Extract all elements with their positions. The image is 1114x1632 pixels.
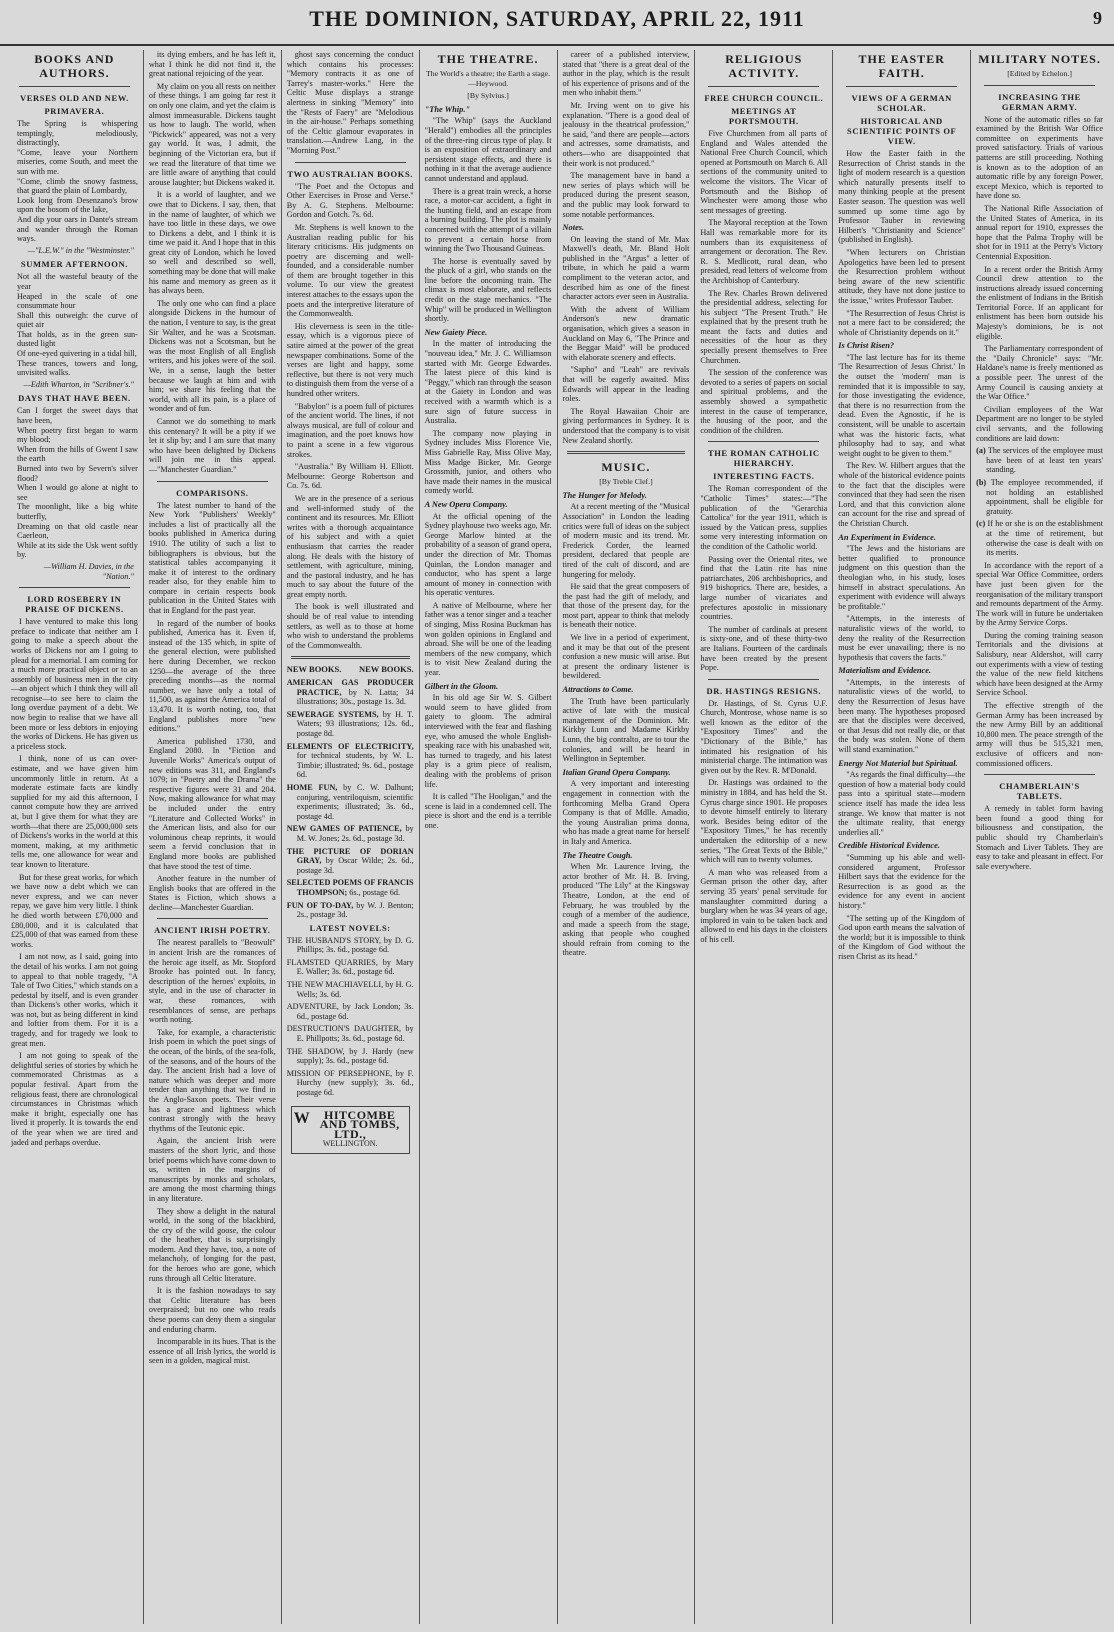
divider — [19, 86, 130, 87]
advertiser-name: HITCOMBE AND TOMBS, LTD., — [319, 1107, 400, 1141]
list-item — [976, 478, 1103, 516]
list-key: (b) — [976, 477, 987, 487]
paragraph: A man who was released from a German prison the other day, after serving 35 years' penal servitude for manslaughter committed during a burglary when he was 34 years of age, implored in vain to be taken back and allowed to end his days in the cloisters of his cell. — [700, 867, 828, 944]
paragraph: The Parliamentary correspondent of the "Daily Chronicle" says: "Mr. Haldane's name is freely mentioned as a possible peer. The unrest of the Army Council is causing anxiety at the War Office." — [976, 344, 1103, 402]
novel-listing: MISSION OF PERSEPHONE, by F. Hurchy (new supply); 3s. 6d., postage 6d. — [286, 1068, 414, 1097]
paragraph: Mr. Stephens is well known to the Australian reading public for his literary criticisms. His judgments on poetry are discerning and well-founded, and a considerable number of them are brought together in this volume. To our view the greatest interest attaches to the essays upon the poets and the interpretive literature of the Commonwealth. — [286, 222, 414, 319]
paragraph: The National Rifle Association of the United States of America, in its annual report for 1910, expresses the hope that the Palma Trophy will be shot for in 1911 at the Perry's Victory Centennial Exposition. — [976, 203, 1103, 261]
paragraph: My claim on you all rests on neither of these things. I am going far rest it on only one claim, and yet the claim is almost immeasurable. Dickens taught us how to laugh. The world, when "Pickwick" appeared, was not a very gay world. It was, I admit, the beginning of the Victorian era, but if we read the literature of that time we are little aware of anything that could arouse laughter; but Dickens waked it. — [148, 81, 276, 187]
column-religious-activity — [695, 50, 833, 1624]
book-title: AMERICAN GAS PRODUCER PRACTICE, — [286, 678, 414, 697]
poem-line: Shall this outweigh: the curve of quiet air — [17, 310, 138, 330]
book-title: THE PICTURE OF DORIAN GRAY, — [286, 846, 414, 866]
book-title: NEW GAMES OF PATIENCE, — [286, 824, 402, 834]
list-item — [976, 519, 1103, 557]
divider — [708, 441, 819, 442]
list-key: (a) — [976, 446, 986, 456]
section-title: RELIGIOUS ACTIVITY. — [725, 52, 803, 80]
paragraph: The only one who can find a place alongside Dickens in the humour of the nation, I venture to say, is the great Sir Walter, and he was a Scotsman. Dickens was not a Scotsman, but he was the most English of all English writers, and his jokes were of the soil. We, in a sense, laugh the better because we laugh at him and with him; we share his feeling that the world, with all its pain, is a place of wonder and of fun. — [148, 298, 276, 414]
poem-line: Heaped in the scale of one consummate hour — [17, 291, 138, 311]
divider — [295, 162, 406, 163]
book-listing — [287, 901, 414, 920]
subheading: Credible Historical Evidence. — [838, 841, 940, 851]
list-item — [976, 446, 1103, 475]
masthead — [0, 0, 1114, 46]
book-title: ELEMENTS OF ELECTRICITY, — [286, 741, 414, 751]
book-details: by Oscar Wilde; 2s. 6d., postage 3d. — [296, 856, 414, 875]
paragraph: They show a delight in the natural world, in the song of the blackbird, the cry of the wild goose, the colour of the heather, that is surprisingly modern. And they have, too, a note of melancholy, of longing for the past, for the heroes who are gone, which runs through all Celtic literature. — [148, 1206, 276, 1283]
paragraph: Passing over the Oriental rites, we find that the Latin rite has nine patriarchates, 206 archbishoprics, and 919 bishoprics. There are, besides, a large number of vicariates and prefectures apostolic in missionary countries. — [700, 554, 828, 622]
subsection-title: DR. HASTINGS RESIGNS. — [706, 685, 822, 696]
paragraph: It is the fashion nowadays to say that Celtic literature has been overpraised; but no one who reads these poems can deny them a singular and enduring charm. — [148, 1286, 276, 1334]
divider — [19, 587, 130, 588]
novel-listing: THE HUSBAND'S STORY, by D. G. Phillips; 3s. 6d., postage 6d. — [286, 935, 414, 955]
paragraph: career of a published interview, stated that "there is a great deal of the author in the play, which is the result of his experience of prisons and of the men who inhabit them." — [562, 50, 690, 98]
paragraph: It is a world of laughter, and we owe that to Dickens. I say, then, that in the name of laughter, of which we have too little in these days, we owe to Dickens a debt, and I think it is time we paid it. And I hope that in this great city of London, which he loved so well and described so well, something may be done that will make his name and memory as green as it has always been. — [148, 190, 276, 296]
poem-line: Burned into two by Severn's silver flood? — [17, 464, 138, 483]
book-details: by W. J. Benton; 2s., postage 3d. — [296, 900, 414, 920]
divider — [984, 85, 1095, 86]
divider — [157, 481, 268, 482]
subheading: "The Whip." — [424, 104, 471, 114]
subheading: New Gaiety Piece. — [424, 327, 488, 337]
subsection-subtitle: HISTORICAL AND SCIENTIFIC POINTS OF VIEW. — [847, 116, 957, 146]
subsection-title: THE ROMAN CATHOLIC HIERARCHY. — [707, 448, 820, 469]
paragraph: How the Easter faith in the Resurrection of Christ stands in the light of modern research is a question which naturally presents itself to many thinking people at the present Easter season. The question was well summed up some time ago by Professor Tauber in reviewing Hilbert's "Christianity and Science" (published in English). — [838, 149, 966, 245]
subsection-title: FREE CHURCH COUNCIL. — [704, 93, 824, 103]
divider — [846, 86, 957, 87]
poem-line: The Spring is whispering temptingly, melodiously, distractingly, — [17, 119, 138, 148]
paragraph: There is a great train wreck, a horse race, a motor-car accident, a fight in the hunting field, and an escape from a burning building. The plot is mainly concerned with the attempt of a villain to prevent a certain horse from winning the Two Thousand Guineas. — [424, 186, 552, 254]
new-books-label: NEW BOOKS. — [358, 664, 414, 675]
subheading: Attractions to Come. — [562, 685, 634, 695]
poem-line: And dip your oars in Dante's stream and wander through the Roman ways. — [17, 214, 138, 244]
poem — [11, 272, 138, 378]
paragraph: "Australia." By William H. Elliott. Melbourne: George Robertson and Co. 7s. 6d. — [286, 462, 414, 491]
paragraph: In his old age Sir W. S. Gilbert would seem to have glided from gaiety to gloom. The admiral interviewed with the fear and flashing eye, who amused the whole English-speaking race with his unabashed wit, has turned to tragedy, and his latest play is a grim piece of realism, dealing with the problems of prison life. — [424, 693, 552, 789]
book-details: by M. W. Jones; 2s. 6d., postage 3d. — [296, 824, 414, 843]
paragraph: its dying embers, and he has left it, what I think he did not find it, the great national rejoicing of the year. — [148, 50, 276, 79]
book-title: HOME FUN, — [286, 782, 338, 792]
paragraph: The Rev. Charles Brown delivered the presidential address, selecting for his subject "The Present Truth." He explained that by the present truth he meant the facts and duties and necessities of the hour as they specially present themselves to Free Churchmen. — [700, 288, 828, 365]
poem-line: "Come, climb the snowy fastness, that guard the plain of Lombardy, — [17, 176, 138, 196]
byline: [Edited by Echelon.] — [1007, 69, 1072, 78]
paragraph: The latest number to hand of the New York "Publishers' Weekly" includes a list of practically all the books published in America during 1910. The utility of such a list to bibliographers is obvious, but the statistical tables accompanying it make it of interest to the ordinary reader also, for they enable him to compare in certain respects book publication in the United States with that in England for the past year. — [148, 500, 276, 616]
poem-line: Not all the wasteful beauty of the year — [17, 272, 138, 291]
paragraph: A native of Melbourne, where her father was a tenor singer and a teacher of singing, Miss Rosina Buckman has won golden opinions in England and abroad. She will be one of the leading members of the new company, which is to visit New Zealand during the year. — [424, 600, 552, 678]
paragraph: Five Churchmen from all parts of England and Wales attended the National Free Church Council, which opened at Portsmouth on March 6. All sections of the community united to welcome the visitors. The Vicar of Portsmouth and the Bishop of Winchester were among those who sent messages of greeting. — [700, 129, 828, 215]
poem-line: When from the hills of Gwent I saw the earth — [17, 444, 138, 464]
newspaper-title: THE DOMINION, SATURDAY, APRIL 22, 1911 — [309, 6, 805, 31]
page-number: 9 — [1093, 8, 1102, 28]
book-details: 6s., postage 6d. — [347, 887, 401, 897]
paragraph: It is called "The Hooligan," and the scene is laid in a condemned cell. The piece is short and the end is a terrible one. — [424, 792, 552, 830]
paragraph: The effective strength of the German Army has been increased by the new Army Bill by an additional 10,800 men. The peace strength of the army will thus be 515,321 men, exclusive of officers and non-commissioned officers. — [976, 701, 1103, 768]
book-details: by C. W. Dalhunt; conjuring, ventriloquism, scientific experiments; illustrated; 3s. 6d., postage 4d. — [296, 782, 414, 821]
paragraph: Mr. Irving went on to give his explanation. "There is a good deal of jealousy in the theatrical profession," he said, "and there are people—actors and actresses, some dramatists, and others—who are disappointed that their work is not produced." — [562, 100, 690, 168]
byline: [By Sylvius.] — [467, 91, 509, 101]
paragraph: Incomparable in its hues. That is the essence of all Irish lyrics, the world is seen in a golden, magical mist. — [148, 1337, 276, 1366]
paragraph: "Summing up his able and well-considered argument, Professor Hilbert says that the evidence for the Resurrection is as good as the evidence for any event in ancient history." — [838, 852, 966, 910]
paragraph: Dr. Hastings was ordained to the ministry in 1884, and has held the St. Cyrus charge since 1901. He proposes to devote himself entirely to literary work. Besides being editor of the "Expository Times," he has recently undertaken the editorship of a new series, "The Great Texts of the Bible," which will run to twenty volumes. — [700, 778, 828, 865]
subheading: Is Christ Risen? — [838, 341, 895, 351]
subheading: An Experiment in Evidence. — [838, 532, 936, 542]
paragraph: ghost says concerning the conduct which contains his processes: "Memory contracts it as one of Tarrey's master-works." Here the Celtic Muse displays a strange alertness in sinking "Memory" into the "Rests of Faery" are "Melodious in the air-house." Perhaps something of the Celtic glamour evaporates in translation.—Andrew Lang, in the "Morning Post." — [286, 50, 414, 155]
paragraph: In accordance with the report of a special War Office Committee, orders have just been given for the reorganisation of the military transport and remounts department of the Army. The work will in future be undertaken by the Army Service Corps. — [976, 560, 1103, 628]
book-title: FUN OF TO-DAY, — [286, 900, 354, 910]
paragraph: I am not now, as I said, going into the detail of his works. I am not going to appeal to that noble tragedy, "A Tale of Two Cities," which stands on a pedestal by itself, and is even grander than Dickens's other works, which it was not, but as being different in kind and loftier from them. For it is a tragedy, and for tragedy we look to great men. — [11, 952, 138, 1048]
divider — [984, 774, 1095, 775]
subsection-title: TWO AUSTRALIAN BOOKS. — [287, 168, 414, 179]
poem-line: While at its side the Usk went softly by. — [17, 540, 138, 560]
advertisement-initial: W — [293, 1109, 310, 1127]
book-listing — [287, 847, 414, 876]
paragraph: "The last lecture has for its theme 'The Resurrection of Jesus Christ.' In the outset the 'modern' man is reminded that it is impossible to say, for those investigating the evidence, that there is no resurrection from the dead. Even the Agnostic, if he is consistent, will be unable to ascertain what was the historic facts, what philosophy had to say, and what weight ought to be given to them." — [838, 352, 966, 458]
paragraph: "The Whip" (says the Auckland "Herald") embodies all the principles of the three-ring circus type of play. It is an exposition of extraordinary and persistent stage effects, and there is nothing in it that the average audience cannot understand and applaud. — [424, 116, 552, 183]
book-listing — [287, 678, 414, 707]
paragraph: In the matter of introducing the "nouveau idea," Mr. J. C. Williamson started with Mr. George Edwardes. The latest piece of this kind is "Peggy," which ran through the season at the Gaiety in London and was received with a warmth which is a sure sign of future success in Australia. — [424, 339, 552, 426]
divider — [567, 451, 686, 454]
section-title: THE EASTER FAITH. — [858, 52, 945, 80]
poem — [11, 119, 138, 244]
list-key: (c) — [976, 519, 986, 529]
book-details: for technical students, by W. L. Timbie; illustrated; 9s. 6d., postage 6d. — [296, 751, 414, 780]
poem — [11, 406, 138, 560]
poem-title: PRIMAVERA. — [44, 106, 105, 116]
paragraph: The number of cardinals at present is sixty-one, and of these thirty-two are Italians. Fourteen of the cardinals have been created by the present Pope. — [700, 624, 828, 673]
book-listing — [287, 783, 414, 821]
poem-line: Look long from Desenzano's brow upon the bosom of the lake, — [17, 195, 138, 215]
list-text: The employee recommended, if not holding an established appointment, shall be eligible for gratuity. — [986, 477, 1103, 516]
poem-line: When poetry first began to warm my blood; — [17, 425, 138, 445]
paragraph: The horse is eventually saved by the pluck of a girl, who stands on the line before the oncoming train. The climax is most elaborate, and reflects credit on the stage mechanics. "The Whip" will be produced in Wellington shortly. — [424, 256, 552, 324]
book-details: by H. T. Waters; 93 illustrations; 12s. 6d., postage 8d. — [296, 709, 414, 738]
divider — [291, 656, 410, 659]
poem-title: DAYS THAT HAVE BEEN. — [18, 393, 131, 404]
paragraph: America published 1730, and England 2080. In "Fiction and Juvenile Works" America's output of new editions was 311, and England's 1079; in "Poetry and the Drama" the respective figures were 31 and 204. Now, making allowance for what may be included under the entry "Literature and Collected Works" in the American lists, and also for our voluminous cheap reprints, it would seem a fervid conclusion that in England more books are published that have stood the test of time. — [148, 736, 276, 871]
paragraph: None of the automatic rifles so far examined by the British War Office committee on experiments have proved satisfactory. Trials of various patterns are still proceeding. Nothing is known as to the adoption of an automatic rifle by any foreign Power, except Mexico, which is reported to have done so. — [976, 114, 1103, 201]
subsection-subtitle: INTERESTING FACTS. — [713, 471, 815, 482]
subsection-title: INCREASING THE GERMAN ARMY. — [998, 91, 1081, 112]
paragraph: A remedy in tablet form having been found a good thing for biliousness and constipation, the public should try Chamberlain's Stomach and Liver Tablets. They are easy to take and pleasant in effect. For sale everywhere. — [976, 804, 1103, 871]
poem-line: The moonlight, like a big white butterfly, — [17, 502, 138, 521]
paragraph: He said that the great composers of the past had the gift of melody, and that those of the present day, for the most part, appear to think that melody is beneath their notice. — [562, 582, 690, 630]
book-listing — [287, 878, 414, 897]
book-details: by N. Latta; 34 illustrations; 30s., postage 1s. 3d. — [296, 687, 414, 707]
novels-header: LATEST NOVELS: — [309, 922, 391, 933]
paragraph: The company now playing in Sydney includes Miss Florence Vie, Miss Gabrielle Ray, Miss Olive May, Miss Madge Bicker, Mr. George Grossmith, junior, and others who have made their names in the musical comedy world. — [424, 428, 552, 496]
section-motto: The World's a theatre; the Earth a stage.—Heywood. — [426, 69, 551, 88]
paragraph: The Royal Hawaiian Choir are giving performances in Sydney. It is understood that the company is to visit New Zealand shortly. — [562, 406, 690, 445]
poem-attribution: —Edith Wharton, in "Scribner's." — [23, 379, 134, 389]
paragraph: "Attempts, in the interests of naturalistic views of the world, to deny the reality of the Resurrection must be ever unavailing; there is no hypothesis that covers the facts." — [838, 614, 966, 662]
paragraph: Civilian employees of the War Department are no longer to be styled civil servants, and the following conditions are laid down: — [976, 404, 1103, 443]
section-title: THE THEATRE. — [437, 52, 539, 66]
book-listing — [287, 710, 414, 739]
bookseller-advertisement — [291, 1106, 410, 1154]
novel-listing: THE SHADOW, by J. Hardy (new supply); 3s. 6d., postage 6d. — [286, 1046, 414, 1066]
book-listing — [287, 742, 414, 780]
column-books-continued — [144, 50, 282, 1624]
paragraph: "When lecturers on Christian Apologetics have been led to present the Resurrection problem without being aware of the new scientific attitude, they have not done justice to the issue," writes Professor Tauber. — [838, 247, 966, 305]
poem-attribution: —"L.E.W." in the "Westminster." — [27, 245, 134, 255]
paragraph: The Rev. W. Hilbert argues that the whole of the historical evidence points to the fact that the disciples were convinced that they had seen the risen Lord, and that this conviction alone can account for the rise and spread of the Christian Church. — [838, 461, 966, 528]
poem-line: Of one-eyed quivering in a tidal hill, — [17, 349, 137, 359]
list-text: If he or she is on the establishment at the time of retirement, but otherwise the case is dealt with on its merits. — [986, 519, 1104, 558]
paragraph: The Mayoral reception at the Town Hall was remarkable more for its numbers than its exquisiteness of arrangement or decoration. The Rev. R. S. Medlicott, rural dean, who presided, read letters of welcome from the Archbishop of Canterbury. — [700, 218, 828, 285]
paragraph: "The setting up of the Kingdom of God upon earth means the salvation of the world; but it is impossible to think of the Kingdom of God without the risen Christ as its head." — [838, 913, 966, 961]
subheading: Energy Not Material but Spiritual. — [838, 758, 958, 768]
list-text: The services of the employee must have been of at least ten years' standing. — [986, 446, 1103, 475]
book-title: SEWERAGE SYSTEMS, — [286, 709, 379, 719]
subheading: Italian Grand Opera Company. — [562, 767, 671, 777]
subheading: Gilbert in the Gloom. — [424, 681, 499, 691]
column-easter-faith — [833, 50, 971, 1624]
novel-listing: ADVENTURE, by Jack London; 3s. 6d., postage 6d. — [286, 1002, 414, 1021]
column-theatre-music — [558, 50, 696, 1624]
poem-line: When I would go alone at night to see — [17, 483, 138, 502]
section-title: MILITARY NOTES. — [978, 52, 1101, 66]
novel-listing: DESTRUCTION'S DAUGHTER, by E. Phillpotts; 3s. 6d., postage 6d. — [286, 1024, 414, 1044]
divider — [708, 86, 819, 87]
paragraph: Cannot we do something to mark this centenary? It will be a pity if we let it slip by; and I am sure that many who have been delighted by Dickens will join me in this appeal.—"Manchester Guardian." — [148, 416, 276, 474]
poem-line: Can I forget the sweet days that have been, — [17, 406, 138, 426]
subsection-title: COMPARISONS. — [176, 487, 249, 498]
subheading: Notes. — [562, 223, 585, 233]
divider — [708, 679, 819, 680]
paragraph: "The Resurrection of Jesus Christ is not a mere fact to be considered; the whole of Christianity depends on it." — [838, 308, 966, 337]
paragraph: Again, the ancient Irish were masters of the short lyric, and those brief poems which have come down to us, written in the margins of manuscripts by monks and scholars, are among the most charming things in any literature. — [148, 1136, 276, 1203]
new-books-label: NEW BOOKS. — [286, 664, 342, 675]
book-listing — [287, 824, 414, 843]
paragraph: I am not going to speak of the delightful series of stories by which he commemorated Christmas as a popular festival. Apart from the religious feast, there are chronological circumstances in Christmas which make it bright, especially one has lived it properly. It is towards the end of the year when we are tired and jaded and perhaps overdue. — [11, 1051, 138, 1147]
column-australian-books — [282, 50, 420, 1624]
paragraph: During the coming training season Territorials and the divisions at Salisbury, near Aldershot, will carry out experiments with a view of testing the value of the new field kitchens which have been designed at the Army Service School. — [976, 630, 1103, 698]
columns — [6, 50, 1108, 1624]
paragraph: "The Jews and the historians are better qualified to pronounce judgment on this question than the theologian who, in his study, loses himself in abstract speculations. An experiment with evidence will always be profitable." — [838, 544, 966, 611]
divider — [157, 918, 268, 919]
paragraph: "Sapho" and "Leah" are revivals that will be eagerly awaited. Miss Edwards will appear in the leading roles. — [562, 365, 690, 404]
subsection-title: VERSES OLD AND NEW. — [20, 93, 129, 103]
subsection-title: LORD ROSEBERY IN PRAISE OF DICKENS. — [25, 594, 124, 615]
paragraph: In a recent order the British Army Council drew attention to the instructions already issued concerning the enlistment of Indians in the British Territorial Force. If an applicant for enlistment has been born outside his Majesty's dominions, he is not eligible. — [976, 264, 1103, 341]
subsection-title: ANCIENT IRISH POETRY. — [154, 925, 271, 936]
paragraph: In regard of the number of books published, America has it. Even if, instead of the 135 which, in spite of the general election, were published here during December, we reckon 1250—the average of the three preceding months—as the normal number, we have only a total of 11,500, as against the America total of 13,470. It is worth noting, too, that England publishes more "new editions." — [148, 618, 276, 734]
paragraph: When Mr. Laurence Irving, the actor brother of Mr. H. B. Irving, produced "The Lily" at the Kingsway Theatre, London, at the end of February, he was troubled by the cough of a member of the audience, and made a speech from the stage, asking that people who coughed should refrain from coming to the theatre. — [562, 862, 690, 958]
section-title: BOOKS AND AUTHORS. — [34, 52, 115, 80]
subheading: Materialism and Evidence. — [838, 666, 932, 676]
column-theatre — [420, 50, 558, 1624]
paragraph: At the official opening of the Sydney playhouse two weeks ago, Mr. George Marlow hinted at the probability of a season of grand opera, under the direction of Mr. Thomas Quinlan, the London manager and conductor, who has spent a large amount of money in connection with his operatic ventures. — [424, 511, 552, 598]
subheading: The Theatre Cough. — [562, 850, 633, 860]
novel-listing: FLAMSTED QUARRIES, by Mary E. Waller; 3s. 6d., postage 6d. — [286, 957, 414, 977]
paragraph: The book is well illustrated and should be of real value to intending settlers, as well as to those at home who wish to understand the problems of the Commonwealth. — [286, 602, 414, 650]
new-books-header — [287, 665, 414, 675]
poem-line: "Come, leave your Northern miseries, come South, and meet the sun with me. — [17, 147, 138, 176]
subheading: A New Opera Company. — [424, 499, 508, 509]
book-title: SELECTED POEMS OF FRANCIS THOMPSON; — [286, 878, 414, 897]
byline: [By Treble Clef.] — [599, 477, 653, 487]
poem-line: These trances, towers and long, unvisited walks. — [17, 358, 138, 378]
column-military-notes — [971, 50, 1108, 1624]
subheading: The Hunger for Melody. — [562, 490, 647, 500]
paragraph: But for these great works, for which we have now a debt which we can never express, and we can never repay, we gave him very little. I think he died worth between £70,000 and £80,000, and it is calculated that £25,000 of that was earned from these works. — [11, 872, 138, 949]
subsection-subtitle: MEETINGS AT PORTSMOUTH. — [728, 106, 799, 126]
paragraph: "Babylon" is a poem full of pictures of the ancient world. The lines, if not always musical, are full of colour and imagination, and the poet knows how to paint a scene in a few vigorous strokes. — [286, 401, 414, 459]
novel-listing: THE NEW MACHIAVELLI, by H. G. Wells; 3s. 6d. — [286, 980, 414, 999]
paragraph: We are in the presence of a serious and well-informed study of the continent and its resources. Mr. Elliott writes with a thorough acquaintance of his subject and with a quiet enthusiasm that carries the reader along. He deals with the history of settlement, with agriculture, mining, and the pastoral industry, and he has much to say about the future of the great empty north. — [286, 493, 414, 599]
poem-line: Dreaming on that old castle near Caerleon, — [17, 521, 138, 541]
poem-line: That holds, as in the green sun-dusted light — [17, 329, 138, 349]
column-books-and-authors — [6, 50, 144, 1624]
paragraph: His cleverness is seen in the title-essay, which is a vigorous piece of satire aimed at the power of the great newspaper combinations. Some of the verses are light and happy, some reflective, but there is not very much to distinguish them from the verse of a hundred other writers. — [286, 321, 414, 398]
paragraph: I have ventured to make this long preface to indicate that neither am I going to make a speech about the works of Dickens nor am I going to plead for a memorial. I am coming for a much more practical object or to an assembly of business men in the city—an object which I think they will all recognise—to see here to claim the long overdue payment of a debt. We now begin to realise that we have all been more or less debtors in enjoying the works of Dickens. He has given us a priceless stock. — [11, 617, 138, 751]
paragraph: Take, for example, a characteristic Irish poem in which the poet sings of the ocean, of the birds, of the sea-folk, of the seasons, and of the hours of the day. The ancient Irish had a love of nature which was deeper and more tender than anything that we find in the Anglo-Saxon poets. Their verse has a grace and lightness which contrast strongly with the heavy rhythms of the Teutonic epic. — [148, 1027, 276, 1133]
paragraph: "The Poet and the Octopus and Other Exercises in Prose and Verse." By A. G. Stephens. Melbourne: Gordon and Gotch. 7s. 6d. — [286, 181, 414, 220]
section-title: MUSIC. — [601, 460, 651, 475]
paragraph: The nearest parallels to "Beowulf" in ancient Irish are the romances of the heroic age itself, as Mr. Stopford Brooke has pointed out. In fancy, description of the heroes' exploits, in style, and in the use of character in war, these romances, with resemblances of sense, are perhaps worth noting. — [148, 938, 276, 1025]
paragraph: On leaving the stand of Mr. Max Maxwell's death, Mr. Bland Holt published in the "Argus" a letter of tribute, in which he paid a warm compliment to the veteran actor, and described him as one of the finest character actors ever seen in Australia. — [562, 234, 690, 302]
subsection-title: CHAMBERLAIN'S TABLETS. — [999, 781, 1080, 802]
paragraph: We live in a period of experiment, and it may be that out of the present confusion a new music will arise. But at present the ordinary listener is bewildered. — [562, 633, 690, 681]
paragraph: "As regards the final difficulty—the question of how a material body could pass into a spiritual state—modern science itself has made the idea less strange. We know that matter is not the ultimate reality, that energy underlies all." — [838, 770, 966, 837]
poem-attribution: —William H. Davies, in the "Nation." — [43, 561, 134, 581]
paragraph: The Roman correspondent of the "Catholic Times" states:—"The publication of the "Gerarchia Cattolica" for the year 1911, which is issued by the Vatican press, supplies some very interesting information on the condition of the Catholic world. — [700, 484, 828, 551]
paragraph: The session of the conference was devoted to a series of papers on social and spiritual problems, and the assembly showed a sympathetic interest in the cause of temperance, the housing of the poor, and the condition of the children. — [700, 368, 828, 435]
paragraph: The management have in hand a new series of plays which will be produced during the present season, and the public may look forward to some notable performances. — [562, 171, 690, 219]
paragraph: "Attempts, in the interests of naturalistic views of the world, to deny the Resurrection of Jesus have been many. The hypotheses proposed are that the disciples were deceived, or that Jesus did not really die, or that the body was stolen. None of them will stand examination." — [838, 677, 966, 755]
paragraph: At a recent meeting of the "Musical Association" in London the leading critics were full of ideas on the subject of modern music and its trend. Mr. Frederick Corder, the learned president, declared that people are tired of the cult of discord, and are hungering for melody. — [562, 502, 690, 579]
paragraph: Another feature in the number of English books that are offered in the States is Fiction, which shows a decline—Manchester Guardian. — [148, 874, 276, 912]
paragraph: The Truth have been particularly active of late with the musical management of the Dominion. Mr. Kirkby Lunn and Madame Kirkby Lunn, the big contralto, are to tour the colonies, and will be heard in Wellington in September. — [562, 696, 690, 764]
poem-title: SUMMER AFTERNOON. — [20, 259, 128, 270]
advertiser-city: WELLINGTON. — [322, 1139, 378, 1149]
paragraph: Dr. Hastings, of St. Cyrus U.F. Church, Montrose, whose name is so well known as the editor of the "Expository Times" and the "Dictionary of the Bible," has intimated his resignation of his ministerial charge. The intimation was given out by the Rev. R. M'Donald. — [700, 698, 828, 775]
paragraph: A very important and interesting engagement in connection with the forthcoming Melba Grand Opera Company is that of Mdlle. Amadio, the young Australian prima donna, who has made a great name for herself in Italy and America. — [562, 779, 690, 846]
subsection-title: VIEWS OF A GERMAN SCHOLAR. — [851, 93, 952, 113]
paragraph: I think, none of us can over-estimate, and we have given him uncommonly little in return. At a moderate estimate facts are kindly supplied for my aid this afternoon, I cannot compute how they are arrived at, but I give them for what they are worth—that there are 25,000,000 sets of Dickens's works in the world at this moment, making, at my arithmetic tells me, one allowance for wear and tear known to literature. — [11, 754, 138, 869]
paragraph: With the advent of William Anderson's new dramatic organisation, which gives a season in Auckland on May 6, "The Prince and the Beggar Maid" will be produced with elaborate scenery and effects. — [562, 304, 690, 362]
